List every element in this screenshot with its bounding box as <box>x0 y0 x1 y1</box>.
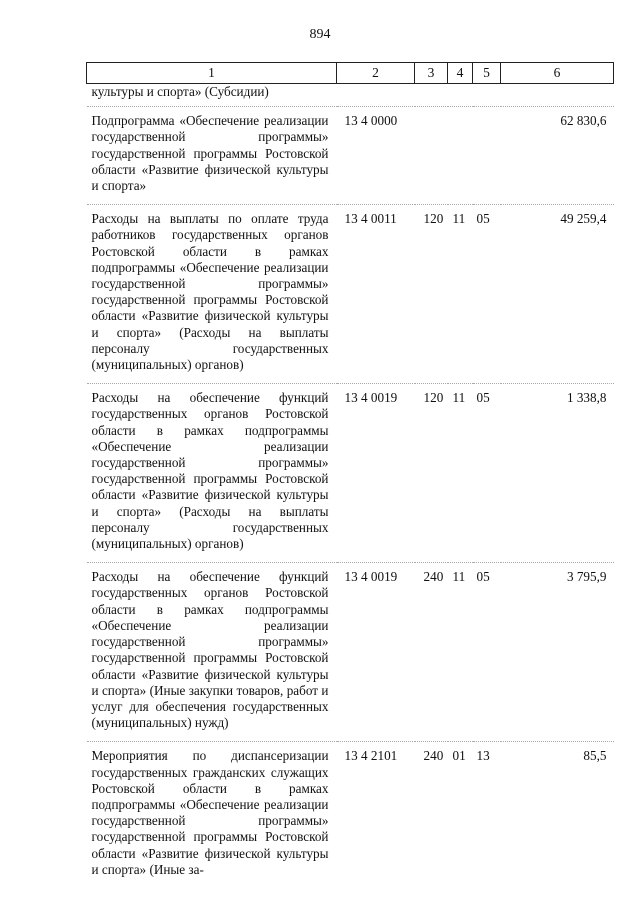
row-target-code: 13 4 2101 <box>344 748 398 764</box>
table-header-row <box>87 63 614 84</box>
row-expense-type: 120 <box>415 390 448 563</box>
header-col-1: 1 <box>87 63 337 84</box>
table-row <box>87 211 614 384</box>
row-subsection: 05 <box>473 390 501 563</box>
row-expense-type: 120 <box>415 211 448 384</box>
row-section: 11 <box>448 211 473 384</box>
header-col-4: 4 <box>448 63 473 84</box>
row-amount: 62 830,6 <box>501 113 614 205</box>
continuation-text: культуры и спорта» (Субсидии) <box>87 84 337 107</box>
row-target-code: 13 4 0011 <box>337 211 415 384</box>
row-expense-type: 240 <box>423 748 444 764</box>
budget-table-container <box>86 62 613 888</box>
row-expense-type <box>415 113 448 205</box>
row-amount: 1 338,8 <box>501 390 614 563</box>
row-target-code: 13 4 0019 <box>337 569 415 742</box>
row-description: Расходы на выплаты по оплате труда работников государственных органов Ростовской области в рамках подпрограммы «Обеспечение реализации государственной программы» государственной программы Ростовской области «Развитие физической культуры и спорта» (Расходы на выплаты персоналу государственных (муниципальных) органов) <box>87 211 337 384</box>
row-section <box>448 113 473 205</box>
row-section: 11 <box>448 390 473 563</box>
row-subsection: 13 <box>476 748 490 764</box>
row-amount: 85,5 <box>583 748 607 764</box>
row-section: 11 <box>448 569 473 742</box>
row-subsection <box>473 113 501 205</box>
row-target-code: 13 4 0000 <box>337 113 415 205</box>
row-expense-type: 240 <box>415 569 448 742</box>
header-col-6: 6 <box>501 63 614 84</box>
header-col-3: 3 <box>415 63 448 84</box>
page-number: 894 <box>309 27 331 42</box>
row-amount: 3 795,9 <box>501 569 614 742</box>
header-col-2: 2 <box>337 63 415 84</box>
row-description: Подпрограмма «Обеспечение реализации государственной программы» государственной программы Ростовской области «Развитие физической культуры и спорта» <box>87 113 337 205</box>
table-row <box>87 390 614 563</box>
row-subsection: 05 <box>473 569 501 742</box>
header-col-5: 5 <box>473 63 501 84</box>
table-row-continuation <box>87 84 614 107</box>
row-description: Расходы на обеспечение функций государственных органов Ростовской области в рамках подпрограммы «Обеспечение реализации государственной программы» государственной программы Ростовской области «Развитие физической культуры и спорта» (Расходы на выплаты персоналу государственных (муниципальных) органов) <box>87 390 337 563</box>
table-row <box>87 748 614 888</box>
row-description: Мероприятия по диспансеризации государственных гражданских служащих Ростовской области в рамках подпрограммы «Обеспечение реализации государственной программы» государственной программы Ростовской области «Развитие физической культуры и спорта» (Иные за- <box>91 748 329 877</box>
row-section: 01 <box>452 748 466 764</box>
row-description: Расходы на обеспечение функций государственных органов Ростовской области в рамках подпрограммы «Обеспечение реализации государственной программы» государственной программы Ростовской области «Развитие физической культуры и спорта» (Иные закупки товаров, работ и услуг для обеспечения государственных (муниципальных) нужд) <box>87 569 337 742</box>
row-amount: 49 259,4 <box>501 211 614 384</box>
row-target-code: 13 4 0019 <box>337 390 415 563</box>
row-subsection: 05 <box>473 211 501 384</box>
table-row <box>87 113 614 205</box>
budget-table <box>86 62 614 888</box>
table-row <box>87 569 614 742</box>
